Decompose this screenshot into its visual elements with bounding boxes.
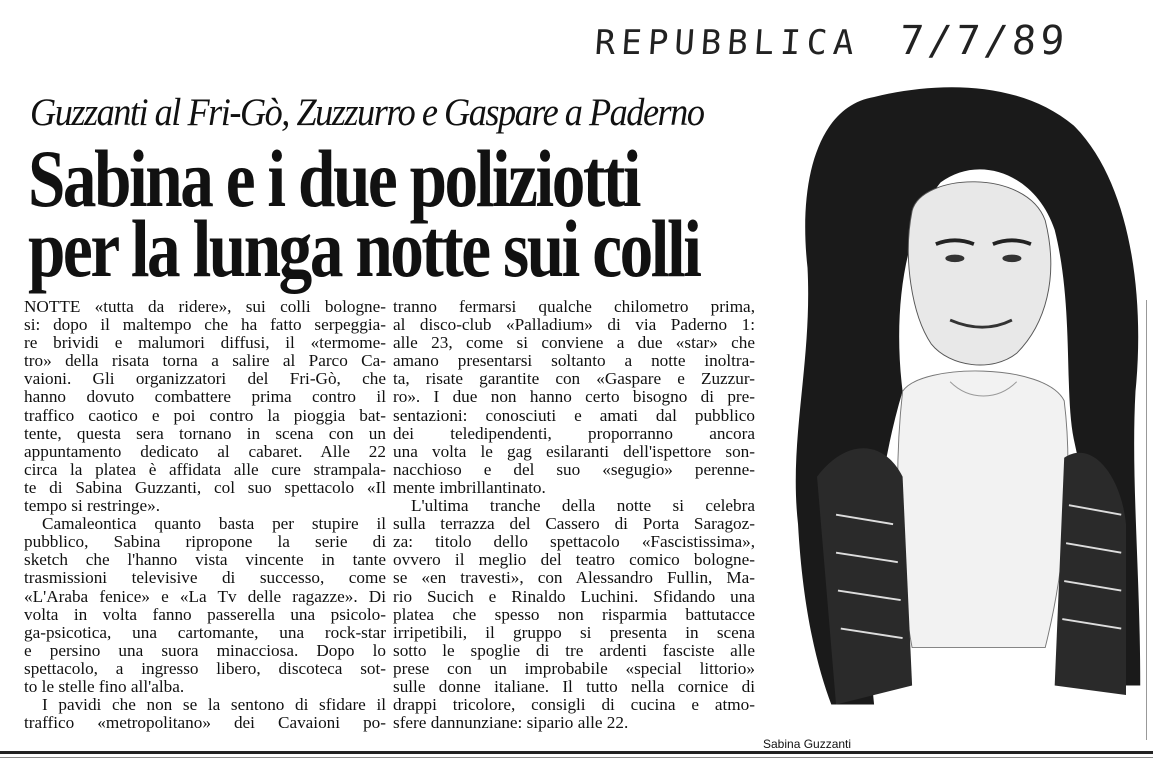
text-line: tranno fermarsi qualche chilometro prima, [393,298,755,316]
text-line: tempo si restringe». [24,497,161,516]
text-line: si: dopo il maltempo che ha fatto serpeggia- [24,316,386,335]
text-line: sketch che l'hanno vista vincente in tante [24,551,386,570]
text-line: te di Sabina Guzzanti, col suo spettacolo «Il [24,478,386,497]
headline-line-2: per la lunga notte sui colli [28,203,700,294]
text-line: circa la platea è affidata alle cure strampala- [24,460,386,479]
text-line: pubblico, Sabina ripropone la serie di [24,533,386,552]
article-column-1 [24,298,386,732]
text-line: «L'Araba fenice» e «La Tv delle ragazze». Di [24,587,386,606]
text-line: drappi tricolore, consigli di cucina e atmo- [393,696,755,715]
text-line: dei teledipendenti, proporranno ancora [393,424,755,443]
text-line: prese con un improbabile «special littorio» [393,659,755,678]
text-line: ta, risate garantite con «Gaspare e Zuzzur- [393,370,755,389]
bottom-rule-thin [0,757,1153,758]
annotation-source: REPUBBLICA [593,23,861,63]
photo-caption: Sabina Guzzanti [763,737,852,751]
clipping-edge [1146,300,1147,740]
text-line: irripetibili, il gruppo si presenta in scena [393,623,755,642]
text-line: hanno dovuto combattere prima contro il [24,388,386,407]
text-line: tro» della risata torna a salire al Parco Ca- [24,352,386,371]
text-line: al disco-club «Palladium» di via Paderno 1: [393,316,755,335]
text-line: e persino una suora minacciosa. Dopo lo [24,641,386,660]
text-line: ro». I due non hanno certo bisogno di pre- [393,388,755,407]
text-line: I pavidi che non se la sentono di sfidare il [42,696,386,715]
handwritten-annotation [593,18,1069,64]
text-line: mente imbrillantinato. [393,478,546,497]
text-line: to le stelle fino all'alba. [24,677,185,696]
text-line: Camaleontica quanto basta per stupire il [42,515,386,534]
text-line: L'ultima tranche della notte si celebra [411,497,755,516]
text-line: platea che spesso non risparmia battutacce [393,605,755,624]
text-line: za: titolo dello spettacolo «Fascistissima», [393,533,755,552]
text-line: traffico «metropolitano» dei Cavaioni po- [24,714,386,733]
text-line: tente, questa sera tornano in scena con un [24,424,386,443]
text-line: amano presentarsi soltanto a notte inoltra- [393,352,755,371]
text-line: ovvero il meglio del teatro comico bologne- [393,551,755,570]
annotation-date: 7/7/89 [898,18,1070,64]
text-line: re brividi e malumori diffusi, il «termome- [24,334,386,353]
text-line: sulla terrazza del Cassero di Porta Saragoz- [393,515,755,534]
text-line: appuntamento dedicato al cabaret. Alle 22 [24,442,386,461]
text-line: volta in volta fanno passerella una psicolo- [24,605,386,624]
text-line: sotto le spoglie di tre ardenti fasciste alle [393,641,755,660]
text-line: una volta le gag esilaranti dell'ispettore son- [393,442,755,461]
text-line: ga-psicotica, una cartomante, una rock-star [24,623,386,642]
text-line: vaioni. Gli organizzatori del Fri-Gò, che [24,370,386,389]
text-line: NOTTE «tutta da ridere», sui colli bologne- [24,298,386,316]
text-line: trasmissioni televisive di successo, come [24,569,386,588]
text-line: spettacolo, a ingresso libero, discoteca sot- [24,659,386,678]
article-column-2 [393,298,755,732]
kicker: Guzzanti al Fri-Gò, Zuzzurro e Gaspare a Paderno [30,91,704,134]
text-line: rio Sucich e Rinaldo Luchini. Sfidando una [393,587,755,606]
text-line: sulle donne italiane. Il tutto nella cornice di [393,677,755,696]
text-line: nacchioso e del suo «segugio» perenne- [393,460,755,479]
portrait-photo [760,78,1145,733]
text-line: traffico caotico e poi contro la pioggia bat- [24,406,386,425]
bottom-rule [0,751,1153,754]
text-line: sentazioni: conosciuti e amati dal pubblico [393,406,755,425]
text-line: se «en travesti», con Alessandro Fullin, Ma- [393,569,755,588]
headline-line-1: Sabina e i due poliziotti [28,133,640,224]
text-line: alle 23, come si conviene a due «star» che [393,334,755,353]
text-line: sfere dannunziane: sipario alle 22. [393,714,629,733]
